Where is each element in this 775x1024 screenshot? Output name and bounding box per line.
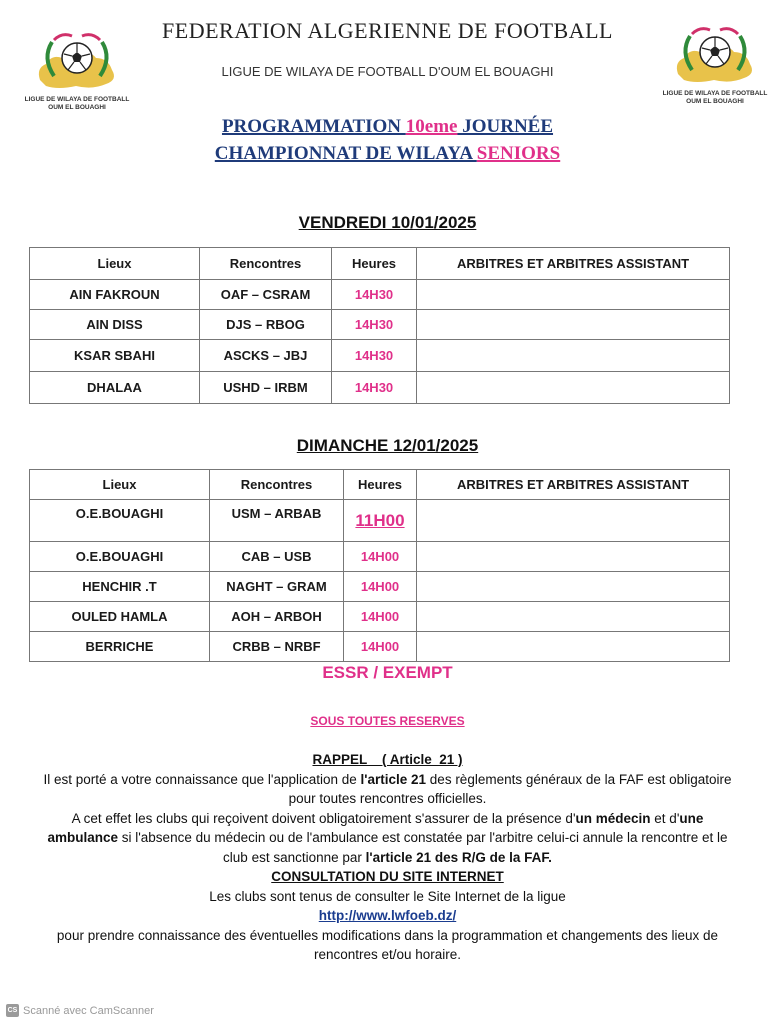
camscanner-icon: CS (6, 1004, 19, 1017)
league-logo-left (22, 28, 132, 112)
cell-rencontre: USHD – IRBM (200, 372, 332, 404)
cell-heure: 14H30 (332, 280, 417, 310)
schedule-table-dimanche (29, 469, 730, 662)
cell-rencontre: CAB – USB (210, 542, 344, 572)
rappel-p1-text-end: des règlements généraux de la FAF est obligatoire pour toutes rencontres officielles. (288, 771, 732, 806)
cell-rencontre: CRBB – NRBF (210, 632, 344, 662)
cell-heure: 14H00 (344, 602, 417, 632)
cell-heure: 14H00 (344, 542, 417, 572)
table-row (30, 602, 730, 632)
exempt-notice: ESSR / EXEMPT (322, 663, 453, 682)
rappel-paragraph-2 (40, 809, 735, 868)
cell-heure: 14H30 (332, 372, 417, 404)
cell-arbitres (417, 500, 730, 542)
header-heures: Heures (344, 470, 417, 500)
cell-arbitres (417, 572, 730, 602)
logo-caption-line2: OUM EL BOUAGHI (48, 104, 106, 111)
league-emblem-icon (670, 22, 760, 90)
cell-lieu: HENCHIR .T (30, 572, 210, 602)
header-lieux: Lieux (30, 470, 210, 500)
cell-heure: 14H30 (332, 340, 417, 372)
cell-lieu: O.E.BOUAGHI (30, 542, 210, 572)
table-row (30, 572, 730, 602)
cell-arbitres (417, 372, 730, 404)
cell-lieu: DHALAA (30, 372, 200, 404)
rappel-section (40, 750, 735, 965)
site-consultation-text-2: pour prendre connaissance des éventuelles modifications dans la programmation et changements des lieux de rencontres et/ou horaire. (56, 927, 719, 962)
rappel-p2-ambulance: une ambulance (47, 810, 704, 845)
scanner-footer (6, 1004, 154, 1017)
site-consultation-title: CONSULTATION DU SITE INTERNET (271, 869, 504, 884)
category-seniors: SENIORS (476, 143, 561, 164)
rappel-p2-text-mid: si l'absence du médecin ou de l'ambulance est constatée par l'arbitre celui-ci annule la rencontre et le club est sanctionne par (117, 830, 728, 865)
header-lieux: Lieux (30, 248, 200, 280)
cell-arbitres (417, 340, 730, 372)
cell-rencontre: USM – ARBAB (210, 500, 344, 542)
rappel-p2-and: et d' (650, 810, 680, 826)
rappel-p2-article: l'article 21 des R/G de la FAF. (365, 849, 552, 865)
logo-caption-line2: OUM EL BOUAGHI (686, 98, 744, 105)
day-title-dimanche: DIMANCHE 12/01/2025 (296, 436, 479, 455)
championnat-title: CHAMPIONNAT DE WILAYA (214, 143, 477, 164)
cell-lieu: AIN DISS (30, 310, 200, 340)
table-row (30, 340, 730, 372)
programme-title-part1: PROGRAMMATION (221, 116, 406, 137)
logo-caption-line1: LIGUE DE WILAYA DE FOOTBALL (662, 90, 768, 97)
federation-title: FEDERATION ALGERIENNE DE FOOTBALL (162, 18, 613, 43)
rappel-p1-text: Il est porté a votre connaissance que l'application de (43, 771, 361, 787)
table-row (30, 500, 730, 542)
cell-arbitres (417, 602, 730, 632)
cell-lieu: KSAR SBAHI (30, 340, 200, 372)
league-website-link[interactable]: http://www.lwfoeb.dz/ (318, 908, 457, 923)
cell-rencontre: AOH – ARBOH (210, 602, 344, 632)
cell-rencontre: DJS – RBOG (200, 310, 332, 340)
table-row (30, 310, 730, 340)
league-logo-right (660, 22, 770, 106)
table-header-row (30, 248, 730, 280)
cell-rencontre: OAF – CSRAM (200, 280, 332, 310)
table-row (30, 632, 730, 662)
cell-lieu: O.E.BOUAGHI (30, 500, 210, 542)
cell-lieu: BERRICHE (30, 632, 210, 662)
programme-title-line1 (0, 116, 775, 138)
schedule-table-vendredi (29, 247, 730, 404)
cell-lieu: AIN FAKROUN (30, 280, 200, 310)
rappel-paragraph-1 (40, 770, 735, 809)
table-row (30, 372, 730, 404)
cell-heure: 14H00 (344, 632, 417, 662)
table-header-row (30, 470, 730, 500)
cell-rencontre: ASCKS – JBJ (200, 340, 332, 372)
programme-title-line2 (0, 143, 775, 165)
cell-heure: 14H00 (344, 572, 417, 602)
reserves-notice: SOUS TOUTES RESERVES (310, 714, 465, 728)
league-emblem-icon (32, 28, 122, 96)
cell-arbitres (417, 632, 730, 662)
rappel-p2-medecin: un médecin (575, 810, 651, 826)
table-row (30, 280, 730, 310)
cell-heure: 11H00 (344, 500, 417, 542)
table-row (30, 542, 730, 572)
header-heures: Heures (332, 248, 417, 280)
cell-heure: 14H30 (332, 310, 417, 340)
header-arbitres: ARBITRES ET ARBITRES ASSISTANT (417, 470, 730, 500)
site-consultation-text: Les clubs sont tenus de consulter le Site Internet de la ligue (209, 888, 566, 904)
rappel-title: RAPPEL ( Article 21 ) (312, 752, 463, 767)
logo-caption-line1: LIGUE DE WILAYA DE FOOTBALL (24, 96, 130, 103)
header-rencontres: Rencontres (200, 248, 332, 280)
programme-journee-number: 10eme (405, 116, 458, 137)
header-arbitres: ARBITRES ET ARBITRES ASSISTANT (417, 248, 730, 280)
rappel-p2-text: A cet effet les clubs qui reçoivent doivent obligatoirement s'assurer de la présence d' (71, 810, 576, 826)
header-rencontres: Rencontres (210, 470, 344, 500)
programme-title-part3: JOURNÉE (457, 116, 554, 137)
cell-lieu: OULED HAMLA (30, 602, 210, 632)
cell-arbitres (417, 280, 730, 310)
cell-rencontre: NAGHT – GRAM (210, 572, 344, 602)
cell-arbitres (417, 310, 730, 340)
scanner-footer-text: Scanné avec CamScanner (23, 1004, 154, 1017)
cell-arbitres (417, 542, 730, 572)
ligue-title: LIGUE DE WILAYA DE FOOTBALL D'OUM EL BOUAGHI (221, 64, 554, 79)
day-title-vendredi: VENDREDI 10/01/2025 (298, 213, 477, 232)
rappel-p1-article: l'article 21 (360, 771, 427, 787)
